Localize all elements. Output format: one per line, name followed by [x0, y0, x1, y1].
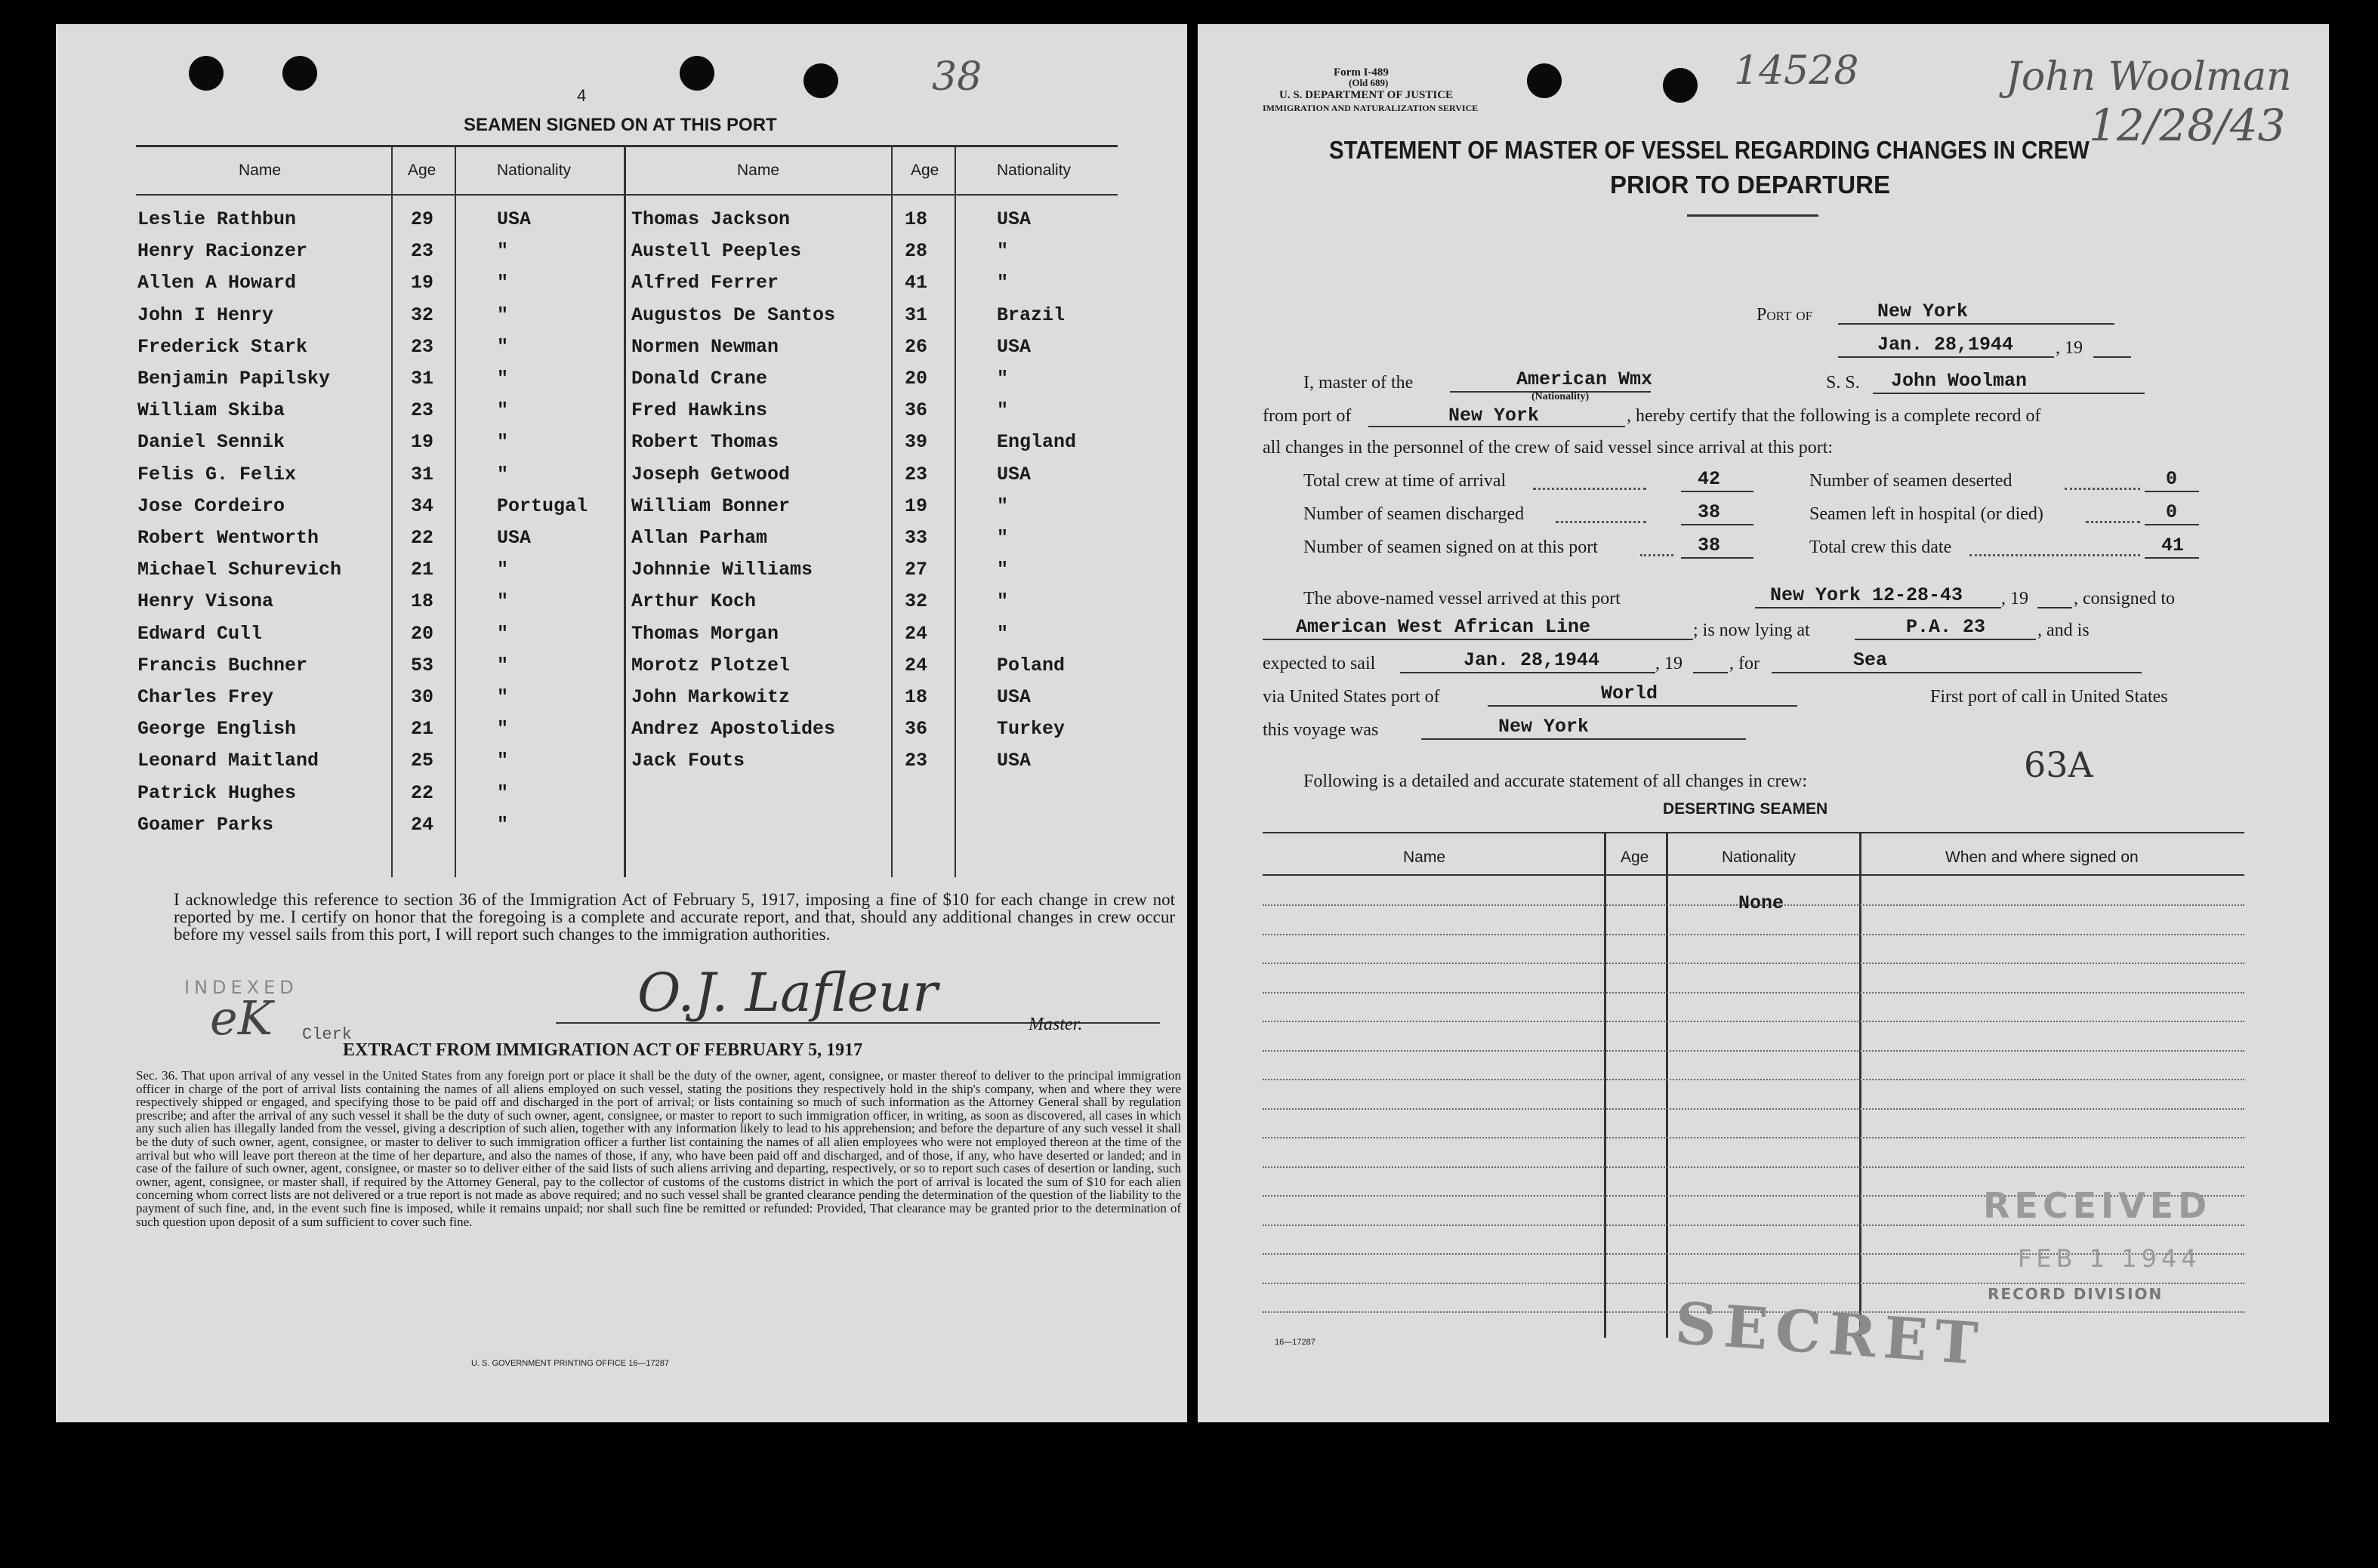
left-page: [56, 24, 1187, 1422]
crew-name: Robert Wentworth: [137, 527, 319, 549]
pier-value: P.A. 23: [1906, 616, 1986, 638]
from-port-value: New York: [1448, 405, 1540, 427]
footer-code: 16—17287: [1275, 1338, 1315, 1347]
crew-nationality: ": [497, 590, 509, 613]
crew-nationality: ": [997, 272, 1009, 294]
crew-name: William Skiba: [137, 399, 285, 422]
table-rule: [1263, 1108, 2244, 1110]
crew-name: Donald Crane: [631, 368, 768, 390]
crew-name: Jack Fouts: [631, 750, 745, 772]
following-text: Following is a detailed and accurate statement of all changes in crew:: [1303, 772, 1808, 791]
none-entry: None: [1738, 892, 1784, 914]
clerk-initials: eK: [210, 990, 273, 1046]
crew-name: Goamer Parks: [137, 813, 274, 836]
crew-age: 29: [411, 208, 434, 230]
col-header-nationality: Nationality: [997, 162, 1072, 179]
crew-name: Johnnie Williams: [631, 559, 813, 581]
voyage-value: New York: [1498, 716, 1590, 738]
date-value: Jan. 28,1944: [1877, 334, 2014, 356]
crew-name: Andrez Apostolides: [631, 718, 836, 741]
crew-name: Daniel Sennik: [137, 431, 285, 454]
col-header-nationality: Nationality: [1722, 849, 1797, 866]
crew-age: 30: [411, 686, 434, 708]
arrived-value: New York 12-28-43: [1770, 584, 1963, 606]
crew-table: [136, 145, 1118, 877]
port-value: New York: [1877, 300, 1969, 322]
crew-name: Henry Racionzer: [137, 240, 308, 263]
crew-nationality: ": [497, 272, 509, 294]
via-label: via United States port of: [1263, 687, 1440, 707]
certify-text: , hereby certify that the following is a complete record of: [1627, 406, 2041, 426]
crew-nationality: ": [497, 622, 509, 645]
crew-name: Benjamin Papilsky: [137, 368, 331, 390]
record-division-stamp: RECORD DIVISION: [1988, 1285, 2164, 1303]
crew-nationality: ": [997, 622, 1009, 645]
crew-age: 39: [905, 431, 928, 454]
crew-age: 23: [905, 750, 928, 772]
first-port-label: First port of call in United States: [1930, 687, 2168, 707]
crew-nationality: ": [497, 750, 509, 772]
clerk-label: Clerk: [302, 1025, 353, 1044]
crew-nationality: ": [997, 527, 1009, 549]
crew-age: 19: [411, 272, 434, 294]
ss-label: S. S.: [1826, 373, 1860, 393]
crew-nationality: ": [497, 781, 509, 804]
col-header-age: Age: [911, 162, 939, 179]
col-header-name: Name: [1403, 849, 1446, 866]
crew-name: Alfred Ferrer: [631, 272, 779, 294]
crew-name: Francis Buchner: [137, 654, 308, 676]
stat-discharged-value: 38: [1698, 501, 1721, 523]
table-rule: [1263, 1079, 2244, 1080]
stat-signed-on-label: Number of seamen signed on at this port: [1303, 538, 1598, 557]
punch-hole: [680, 56, 714, 91]
col-header-signed-on: When and where signed on: [1945, 849, 2139, 866]
indexed-stamp: INDEXED: [184, 977, 298, 998]
handwritten-code: 63A: [2024, 744, 2093, 785]
crew-age: 18: [905, 208, 928, 230]
and-is-label: , and is: [2037, 621, 2090, 640]
crew-name: Michael Schurevich: [137, 559, 342, 581]
crew-nationality: ": [497, 559, 509, 581]
crew-age: 24: [411, 813, 434, 836]
stat-hospital-value: 0: [2166, 501, 2178, 523]
crew-age: 23: [411, 335, 434, 358]
crew-age: 24: [905, 622, 928, 645]
form-old-number: (Old 689): [1349, 77, 1389, 88]
crew-age: 24: [905, 654, 928, 676]
crew-name: Joseph Getwood: [631, 463, 791, 485]
crew-name: William Bonner: [631, 494, 791, 517]
year-prefix: , 19: [2001, 589, 2028, 608]
crew-nationality: ": [497, 335, 509, 358]
master-signature: O.J. Lafleur: [637, 962, 938, 1024]
handwritten-page-count: 38: [932, 54, 982, 100]
crew-age: 21: [411, 718, 434, 741]
crew-age: 31: [411, 463, 434, 485]
crew-name: Allan Parham: [631, 527, 768, 549]
crew-age: 31: [905, 303, 928, 326]
crew-age: 19: [411, 431, 434, 454]
crew-name: Morotz Plotzel: [631, 654, 791, 676]
crew-name: Fred Hawkins: [631, 399, 768, 422]
crew-name: Patrick Hughes: [137, 781, 297, 804]
received-stamp: RECEIVED: [1983, 1185, 2212, 1226]
stat-total-today-label: Total crew this date: [1809, 538, 1952, 557]
crew-age: 25: [411, 750, 434, 772]
all-changes-text: all changes in the personnel of the crew of said vessel since arrival at this port:: [1263, 438, 1834, 457]
crew-nationality: ": [497, 368, 509, 390]
col-header-name: Name: [737, 162, 780, 179]
form-title-line2: PRIOR TO DEPARTURE: [1610, 171, 1890, 199]
crew-name: John I Henry: [137, 303, 274, 326]
crew-nationality: ": [997, 399, 1009, 422]
stat-total-arrival-label: Total crew at time of arrival: [1303, 471, 1507, 491]
crew-name: Leonard Maitland: [137, 750, 319, 772]
stat-deserted-value: 0: [2166, 468, 2178, 490]
printing-office: U. S. GOVERNMENT PRINTING OFFICE 16—17287: [471, 1359, 670, 1368]
crew-age: 53: [411, 654, 434, 676]
crew-name: Thomas Morgan: [631, 622, 779, 645]
year-prefix: , 19: [1655, 654, 1682, 673]
stat-signed-on-value: 38: [1698, 534, 1721, 556]
arrived-label: The above-named vessel arrived at this port: [1303, 589, 1621, 608]
table-rule: [1263, 1137, 2244, 1138]
right-page: [1198, 24, 2329, 1422]
table-rule: [1263, 992, 2244, 993]
crew-age: 22: [411, 527, 434, 549]
crew-age: 36: [905, 718, 928, 741]
consigned-to-label: , consigned to: [2074, 589, 2175, 608]
for-label: , for: [1729, 654, 1760, 673]
crew-nationality: ": [497, 686, 509, 708]
crew-nationality: USA: [997, 335, 1032, 358]
crew-nationality: England: [997, 431, 1077, 454]
table-rule: [1263, 1021, 2244, 1022]
punch-hole: [189, 56, 224, 91]
crew-age: 34: [411, 494, 434, 517]
crew-age: 26: [905, 335, 928, 358]
crew-nationality: ": [497, 463, 509, 485]
crew-name: Augustos De Santos: [631, 303, 836, 326]
acknowledgement-text: I acknowledge this reference to section 36 of the Immigration Act of February 5, 1917, imposing a fine of $10 for each change in crew not reported by me. I certify on honor that the foregoing is a complete and accurate report, and that, should any additional changes in crew occur before my vessel sails from this port, I will report such changes to the immigration authorities.: [174, 890, 1175, 944]
form-title-line1: STATEMENT OF MASTER OF VESSEL REGARDING CHANGES IN CREW: [1329, 136, 2090, 164]
crew-nationality: ": [997, 494, 1009, 517]
page-number: 4: [577, 86, 587, 105]
lying-at-label: ; is now lying at: [1693, 621, 1810, 640]
master-label: Master.: [1029, 1015, 1083, 1034]
crew-nationality: ": [997, 559, 1009, 581]
crew-nationality: Turkey: [997, 718, 1066, 741]
crew-nationality: USA: [997, 750, 1032, 772]
ship-name: John Woolman: [1891, 370, 2028, 392]
crew-name: Arthur Koch: [631, 590, 757, 613]
crew-name: Normen Newman: [631, 335, 779, 358]
crew-age: 23: [905, 463, 928, 485]
crew-nationality: Portugal: [497, 494, 588, 517]
crew-nationality: ": [997, 240, 1009, 263]
punch-hole: [1663, 68, 1698, 103]
crew-age: 22: [411, 781, 434, 804]
crew-name: Austell Peeples: [631, 240, 802, 263]
crew-name: Felis G. Felix: [137, 463, 297, 485]
crew-age: 28: [905, 240, 928, 263]
crew-age: 32: [411, 303, 434, 326]
crew-nationality: USA: [997, 463, 1032, 485]
crew-name: Robert Thomas: [631, 431, 779, 454]
sail-date: Jan. 28,1944: [1464, 649, 1600, 671]
form-number: Form I-489: [1334, 66, 1389, 79]
stat-discharged-label: Number of seamen discharged: [1303, 504, 1525, 524]
via-value: World: [1601, 682, 1658, 704]
crew-nationality: ": [497, 431, 509, 454]
crew-nationality: Brazil: [997, 303, 1066, 326]
stat-deserted-label: Number of seamen deserted: [1809, 471, 2013, 491]
received-date-stamp: FEB 1 1944: [2018, 1244, 2201, 1273]
crew-age: 20: [905, 368, 928, 390]
crew-name: John Markowitz: [631, 686, 791, 708]
nationality-caption: (Nationality): [1531, 391, 1590, 402]
crew-age: 36: [905, 399, 928, 422]
deserting-title: DESERTING SEAMEN: [1663, 800, 1828, 818]
year-prefix: , 19: [2056, 338, 2083, 358]
col-header-nationality: Nationality: [497, 162, 572, 179]
nationality-value: American Wmx: [1516, 368, 1653, 390]
crew-name: Edward Cull: [137, 622, 263, 645]
crew-nationality: ": [497, 813, 509, 836]
crew-nationality: USA: [997, 208, 1032, 230]
crew-name: Jose Cordeiro: [137, 494, 285, 517]
crew-nationality: USA: [497, 527, 532, 549]
crew-age: 23: [411, 240, 434, 263]
crew-age: 23: [411, 399, 434, 422]
crew-age: 41: [905, 272, 928, 294]
stat-hospital-label: Seamen left in hospital (or died): [1809, 504, 2043, 524]
crew-name: Frederick Stark: [137, 335, 308, 358]
crew-age: 31: [411, 368, 434, 390]
crew-age: 20: [411, 622, 434, 645]
table-rule: [1263, 1166, 2244, 1168]
punch-hole: [803, 63, 838, 98]
col-header-name: Name: [239, 162, 282, 179]
crew-nationality: USA: [997, 686, 1032, 708]
crew-nationality: USA: [497, 208, 532, 230]
crew-age: 32: [905, 590, 928, 613]
table-rule: [1263, 963, 2244, 964]
handwritten-number: 14528: [1734, 48, 1859, 94]
voyage-label: this voyage was: [1263, 720, 1379, 740]
from-port-label: from port of: [1263, 406, 1352, 426]
crew-age: 19: [905, 494, 928, 517]
col-header-age: Age: [408, 162, 436, 179]
crew-nationality: ": [497, 399, 509, 422]
crew-nationality: ": [997, 368, 1009, 390]
section-36-text: Sec. 36. That upon arrival of any vessel in the United States from any foreign port or place it shall be the duty of the owner, agent, consignee, or master thereof to deliver to the principal immigration officer in charge of the port of arrival lists containing the names of all aliens employed on such vessel, stating the positions they respectively hold in the ship's company, when and where they were respectively shipped or engaged, and specifying those to be paid off and discharged in the port of arrival; or lists containing so much of such information as the Attorney General shall by regulation prescribe; and after the arrival of any such vessel it shall be the duty of such owner, agent, consignee, or master to report to such immigration officer, in writing, as soon as discovered, all cases in which any such alien has illegally landed from the vessel, giving a description of such alien, together with any information likely to lead to his apprehension; and before the departure of any such vessel it shall be the duty of such owner, agent, consignee, or master to deliver to such immigration officer a further list containing the names of all alien employees who were not employed thereon at the time of the arrival but who will leave port thereon at the time of her departure, and also the names of those, if any, who have been paid off and discharged, and of those, if any, who have deserted or landed; and in case of the failure of such owner, agent, consignee, or master so to deliver either of the said lists of such aliens arriving and departing, respectively, or so to report such cases of desertion or landing, such owner, agent, consignee, or master shall, if required by the Attorney General, pay to the collector of customs of the customs district in which the port of arrival is located the sum of $10 for each alien concerning whom correct lists are not delivered or a true report is not made as above required; and no such vessel shall be granted clearance pending the determination of the question of the liability to the payment of such fine, and, in the event such fine is imposed, while it remains unpaid; nor shall such fine be remitted or refunded: Provided, That clearance may be granted prior to the determination of such question upon deposit of a sum sufficient to cover such fine.: [136, 1068, 1181, 1229]
handwritten-ship-name: John Woolman: [2006, 54, 2292, 100]
stat-total-today-value: 41: [2161, 534, 2185, 556]
expected-label: expected to sail: [1263, 654, 1376, 673]
table-rule: [1263, 1050, 2244, 1052]
crew-nationality: Poland: [997, 654, 1066, 676]
crew-nationality: ": [497, 718, 509, 741]
master-of-the-label: I, master of the: [1303, 373, 1414, 393]
crew-age: 27: [905, 559, 928, 581]
punch-hole: [1527, 63, 1562, 98]
crew-name: Henry Visona: [137, 590, 274, 613]
crew-age: 18: [411, 590, 434, 613]
department-name: U. S. DEPARTMENT OF JUSTICE: [1279, 89, 1454, 101]
crew-nationality: ": [497, 303, 509, 326]
crew-age: 33: [905, 527, 928, 549]
crew-age: 18: [905, 686, 928, 708]
destination-value: Sea: [1853, 649, 1888, 671]
crew-name: Leslie Rathbun: [137, 208, 297, 230]
crew-age: 21: [411, 559, 434, 581]
table-rule: [1263, 934, 2244, 935]
secret-stamp: SECRET: [1673, 1289, 1988, 1379]
crew-name: Charles Frey: [137, 686, 274, 708]
service-name: IMMIGRATION AND NATURALIZATION SERVICE: [1263, 103, 1479, 113]
stat-total-arrival-value: 42: [1698, 468, 1721, 490]
crew-nationality: ": [497, 654, 509, 676]
crew-table-title: SEAMEN SIGNED ON AT THIS PORT: [464, 115, 777, 135]
extract-title: EXTRACT FROM IMMIGRATION ACT OF FEBRUARY 5, 1917: [343, 1040, 863, 1060]
col-header-age: Age: [1621, 849, 1649, 866]
crew-name: Thomas Jackson: [631, 208, 791, 230]
crew-name: George English: [137, 718, 297, 741]
crew-name: Allen A Howard: [137, 272, 297, 294]
table-rule: [1263, 1283, 2244, 1284]
punch-hole: [282, 56, 317, 91]
crew-nationality: ": [997, 590, 1009, 613]
crew-nationality: ": [497, 240, 509, 263]
port-of-label: Port of: [1757, 305, 1813, 325]
consignee-value: American West African Line: [1296, 616, 1591, 638]
handwritten-date: 12/28/43: [2089, 100, 2286, 151]
